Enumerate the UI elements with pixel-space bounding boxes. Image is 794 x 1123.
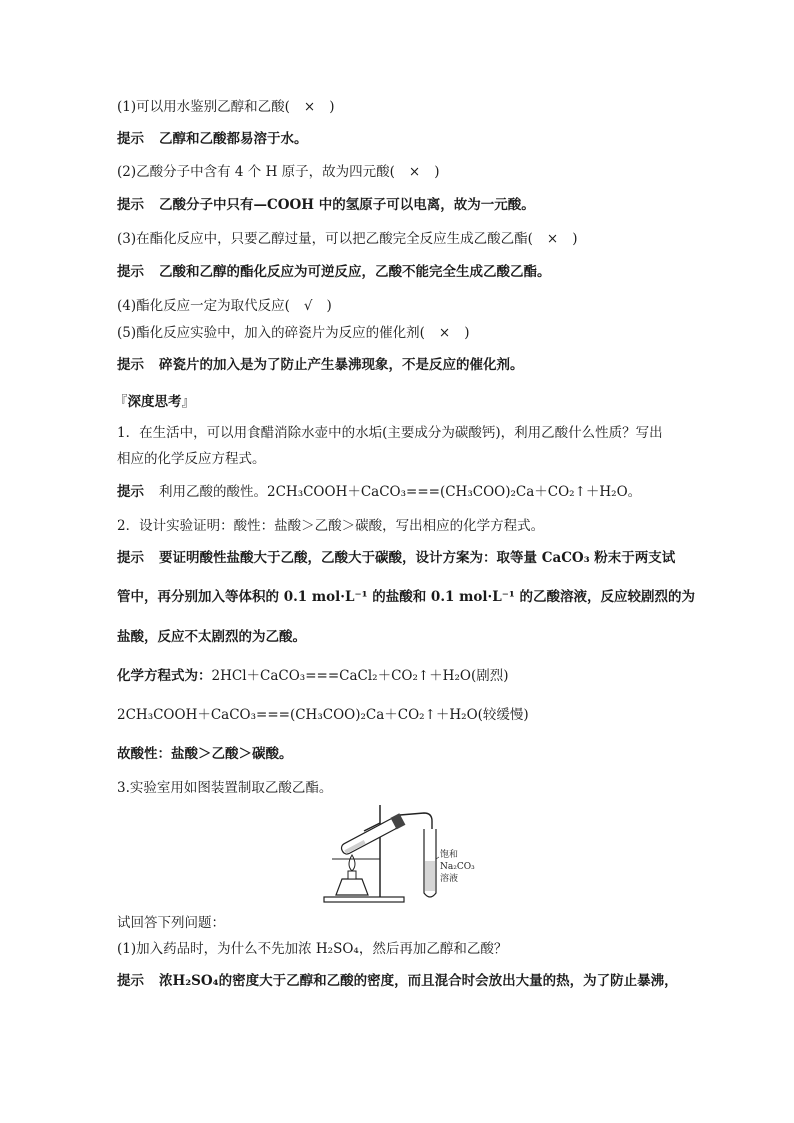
question-3-hint: 提示 浓H₂SO₄的密度大于乙醇和乙酸的密度，而且混合时会放出大量的热，为了防止暴沸，	[117, 973, 678, 989]
section-title: 『深度思考』	[114, 394, 195, 410]
hint-3: 提示 乙酸和乙醇的酯化反应为可逆反应，乙酸不能完全生成乙酸乙酯。	[117, 264, 551, 280]
hint-label: 提示	[117, 550, 144, 566]
hint-label: 提示	[117, 357, 144, 373]
figure-label-line-3: 溶液	[440, 874, 459, 884]
hint-label: 提示	[117, 131, 144, 147]
question-3-sub: 试回答下列问题：	[117, 915, 225, 931]
conclusion: 故酸性：盐酸＞乙酸＞碳酸。	[117, 746, 293, 762]
answer-mark: √	[303, 298, 313, 314]
answer-mark: ×	[546, 231, 559, 247]
esterification-apparatus-figure	[322, 801, 482, 905]
hint-label: 提示	[117, 197, 144, 213]
hint-label: 提示	[117, 973, 144, 989]
question-2-hint-line-3: 盐酸，反应不太剧烈的为乙酸。	[117, 629, 306, 645]
sodium-carbonate-solution	[425, 861, 435, 891]
lamp-wick-holder	[348, 871, 356, 879]
hint-label: 提示	[117, 484, 144, 500]
hint-label: 提示	[117, 264, 144, 280]
hint-2: 提示 乙酸分子中只有—COOH 中的氢原子可以电离，故为一元酸。	[117, 197, 535, 213]
question-1-line-1: 1．在生活中，可以用食醋消除水壶中的水垢(主要成分为碳酸钙)，利用乙酸什么性质？写出	[117, 425, 663, 441]
judgment-item-5: (5)酯化反应实验中，加入的碎瓷片为反应的催化剂( × )	[117, 325, 470, 341]
judgment-item-4: (4)酯化反应一定为取代反应( √ )	[117, 298, 332, 314]
question-2: 2．设计实验证明：酸性：盐酸＞乙酸＞碳酸，写出相应的化学方程式。	[117, 518, 545, 534]
question-2-hint-line-2: 管中，再分别加入等体积的 0.1 mol·L⁻¹ 的盐酸和 0.1 mol·L⁻¹ 的乙酸溶液，反应较剧烈的为	[117, 589, 695, 605]
alcohol-lamp	[336, 879, 368, 895]
judgment-item-1: (1)可以用水鉴别乙醇和乙酸( × )	[117, 99, 335, 115]
apparatus-drawing	[322, 801, 482, 905]
question-1-hint: 提示 利用乙酸的酸性。2CH₃COOH＋CaCO₃===(CH₃COO)₂Ca＋CO₂↑＋H₂O。	[117, 484, 642, 500]
judgment-item-3: (3)在酯化反应中，只要乙醇过量，可以把乙酸完全反应生成乙酸乙酯( × )	[117, 231, 578, 247]
question-3: 3.实验室用如图装置制取乙酸乙酯。	[117, 780, 333, 796]
judgment-item-2: (2)乙酸分子中含有 4 个 H 原子，故为四元酸( × )	[117, 164, 440, 180]
figure-label-line-1: 饱和	[440, 850, 459, 860]
hint-5: 提示 碎瓷片的加入是为了防止产生暴沸现象，不是反应的催化剂。	[117, 357, 524, 373]
hint-1: 提示 乙醇和乙酸都易溶于水。	[117, 131, 308, 147]
flame	[349, 855, 355, 871]
equation-line-2: 2CH₃COOH＋CaCO₃===(CH₃COO)₂Ca＋CO₂↑＋H₂O(较缓慢)	[117, 707, 529, 723]
answer-mark: ×	[303, 99, 316, 115]
figure-label-line-2: Na₂CO₃	[440, 862, 475, 872]
stand-base	[324, 897, 404, 902]
question-1-line-2: 相应的化学反应方程式。	[117, 451, 266, 467]
question-2-hint-line-1: 提示 要证明酸性盐酸大于乙酸，乙酸大于碳酸，设计方案为：取等量 CaCO₃ 粉末于两支试	[117, 550, 676, 566]
question-3-item-1: (1)加入药品时，为什么不先加浓 H₂SO₄，然后再加乙醇和乙酸？	[117, 941, 508, 957]
reaction-test-tube	[339, 813, 405, 856]
answer-mark: ×	[408, 164, 421, 180]
equation-line-1: 化学方程式为：2HCl＋CaCO₃===CaCl₂＋CO₂↑＋H₂O(剧烈)	[117, 668, 509, 684]
answer-mark: ×	[438, 325, 451, 341]
